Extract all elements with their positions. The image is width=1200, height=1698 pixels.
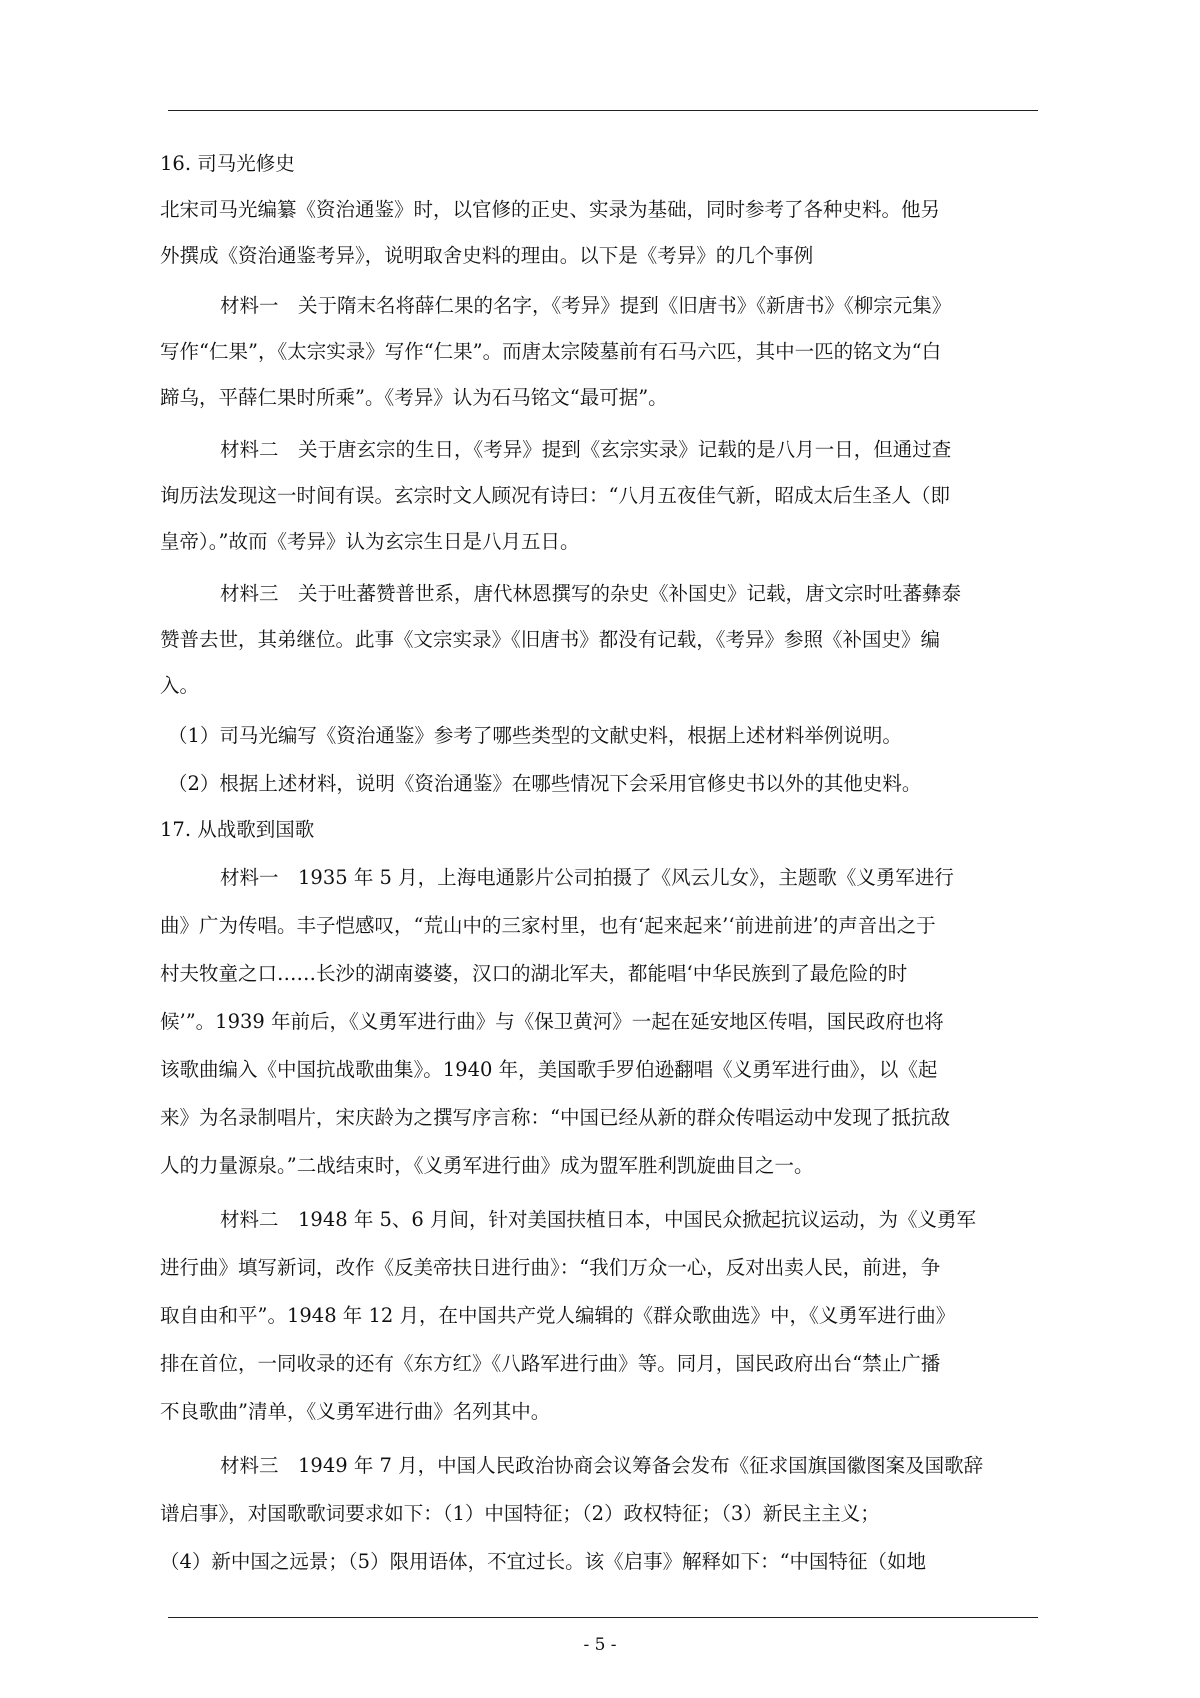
q16-intro-line: 外撰成《资治通鉴考异》，说明取舍史料的理由。以下是《考异》的几个事例 (160, 244, 814, 267)
q16-material-3-line: 材料三 关于吐蕃赞普世系，唐代林恩撰写的杂史《补国史》记载，唐文宗时吐蕃彝泰 (220, 582, 962, 605)
q16-material-2-line: 皇帝）。”故而《考异》认为玄宗生日是八月五日。 (160, 530, 580, 553)
q16-material-2-line: 材料二 关于唐玄宗的生日，《考异》提到《玄宗实录》记载的是八月一日，但通过查 (220, 438, 952, 461)
q16-material-3-line: 入。 (160, 674, 200, 697)
q17-material-3-line: （4）新中国之远景；（5）限用语体，不宜过长。该《启事》解释如下：“中国特征（如地 (160, 1550, 927, 1573)
q16-question-1: （1）司马光编写《资治通鉴》参考了哪些类型的文献史料，根据上述材料举例说明。 (168, 724, 902, 747)
page-number: - 5 - (583, 1635, 617, 1655)
q17-material-1-line: 曲》广为传唱。丰子恺感叹，“荒山中的三家村里，也有‘起来起来’‘前进前进’的声音出之于 (160, 914, 936, 937)
footer-rule (168, 1617, 1038, 1618)
question-16-title: 16. 司马光修史 (160, 152, 295, 175)
header-rule (168, 110, 1038, 111)
q16-material-1-line: 材料一 关于隋末名将薛仁果的名字，《考异》提到《旧唐书》《新唐书》《柳宗元集》 (220, 294, 952, 317)
q16-intro-line: 北宋司马光编纂《资治通鉴》时，以官修的正史、实录为基础，同时参考了各种史料。他另 (160, 198, 941, 221)
q16-question-2: （2）根据上述材料，说明《资治通鉴》在哪些情况下会采用官修史书以外的其他史料。 (168, 772, 922, 795)
q17-material-3-line: 谱启事》，对国歌歌词要求如下：（1）中国特征；（2）政权特征；（3）新民主主义； (160, 1502, 880, 1525)
q17-material-1-line: 人的力量源泉。”二战结束时，《义勇军进行曲》成为盟军胜利凯旋曲目之一。 (160, 1154, 814, 1177)
q17-material-2-line: 不良歌曲”清单，《义勇军进行曲》名列其中。 (160, 1400, 551, 1423)
q16-material-1-line: 写作“仁果”，《太宗实录》写作“仁果”。而唐太宗陵墓前有石马六匹，其中一匹的铭文为“白 (160, 340, 942, 363)
q16-material-3-line: 赞普去世，其弟继位。此事《文宗实录》《旧唐书》都没有记载，《考异》参照《补国史》编 (160, 628, 941, 651)
q17-material-1-line: 材料一 1935 年 5 月，上海电通影片公司拍摄了《风云儿女》，主题歌《义勇军进行 (220, 866, 954, 889)
q16-material-1-line: 蹄乌，平薛仁果时所乘”。《考异》认为石马铭文“最可据”。 (160, 386, 668, 409)
q17-material-2-line: 取自由和平”。1948 年 12 月，在中国共产党人编辑的《群众歌曲选》中，《义勇军进行曲》 (160, 1304, 956, 1327)
q17-material-2-line: 进行曲》填写新词，改作《反美帝扶日进行曲》：“我们万众一心，反对出卖人民，前进，争 (160, 1256, 941, 1279)
q17-material-2-line: 材料二 1948 年 5、6 月间，针对美国扶植日本，中国民众掀起抗议运动，为《义勇军 (220, 1208, 977, 1231)
q17-material-1-line: 村夫牧童之口……长沙的湖南婆婆，汉口的湖北军夫，都能唱‘中华民族到了最危险的时 (160, 962, 908, 985)
q17-material-3-line: 材料三 1949 年 7 月，中国人民政治协商会议筹备会发布《征求国旗国徽图案及国歌辞 (220, 1454, 984, 1477)
q16-material-2-line: 询历法发现这一时间有误。玄宗时文人顾况有诗曰：“八月五夜佳气新，昭成太后生圣人（即 (160, 484, 950, 507)
question-17-title: 17. 从战歌到国歌 (160, 818, 315, 841)
q17-material-2-line: 排在首位，一同收录的还有《东方红》《八路军进行曲》等。同月，国民政府出台“禁止广播 (160, 1352, 941, 1375)
q17-material-1-line: 候’”。1939 年前后，《义勇军进行曲》与《保卫黄河》一起在延安地区传唱，国民政府也将 (160, 1010, 944, 1033)
q17-material-1-line: 该歌曲编入《中国抗战歌曲集》。1940 年，美国歌手罗伯逊翻唱《义勇军进行曲》，以《起 (160, 1058, 938, 1081)
q17-material-1-line: 来》为名录制唱片，宋庆龄为之撰写序言称：“中国已经从新的群众传唱运动中发现了抵抗敌 (160, 1106, 950, 1129)
